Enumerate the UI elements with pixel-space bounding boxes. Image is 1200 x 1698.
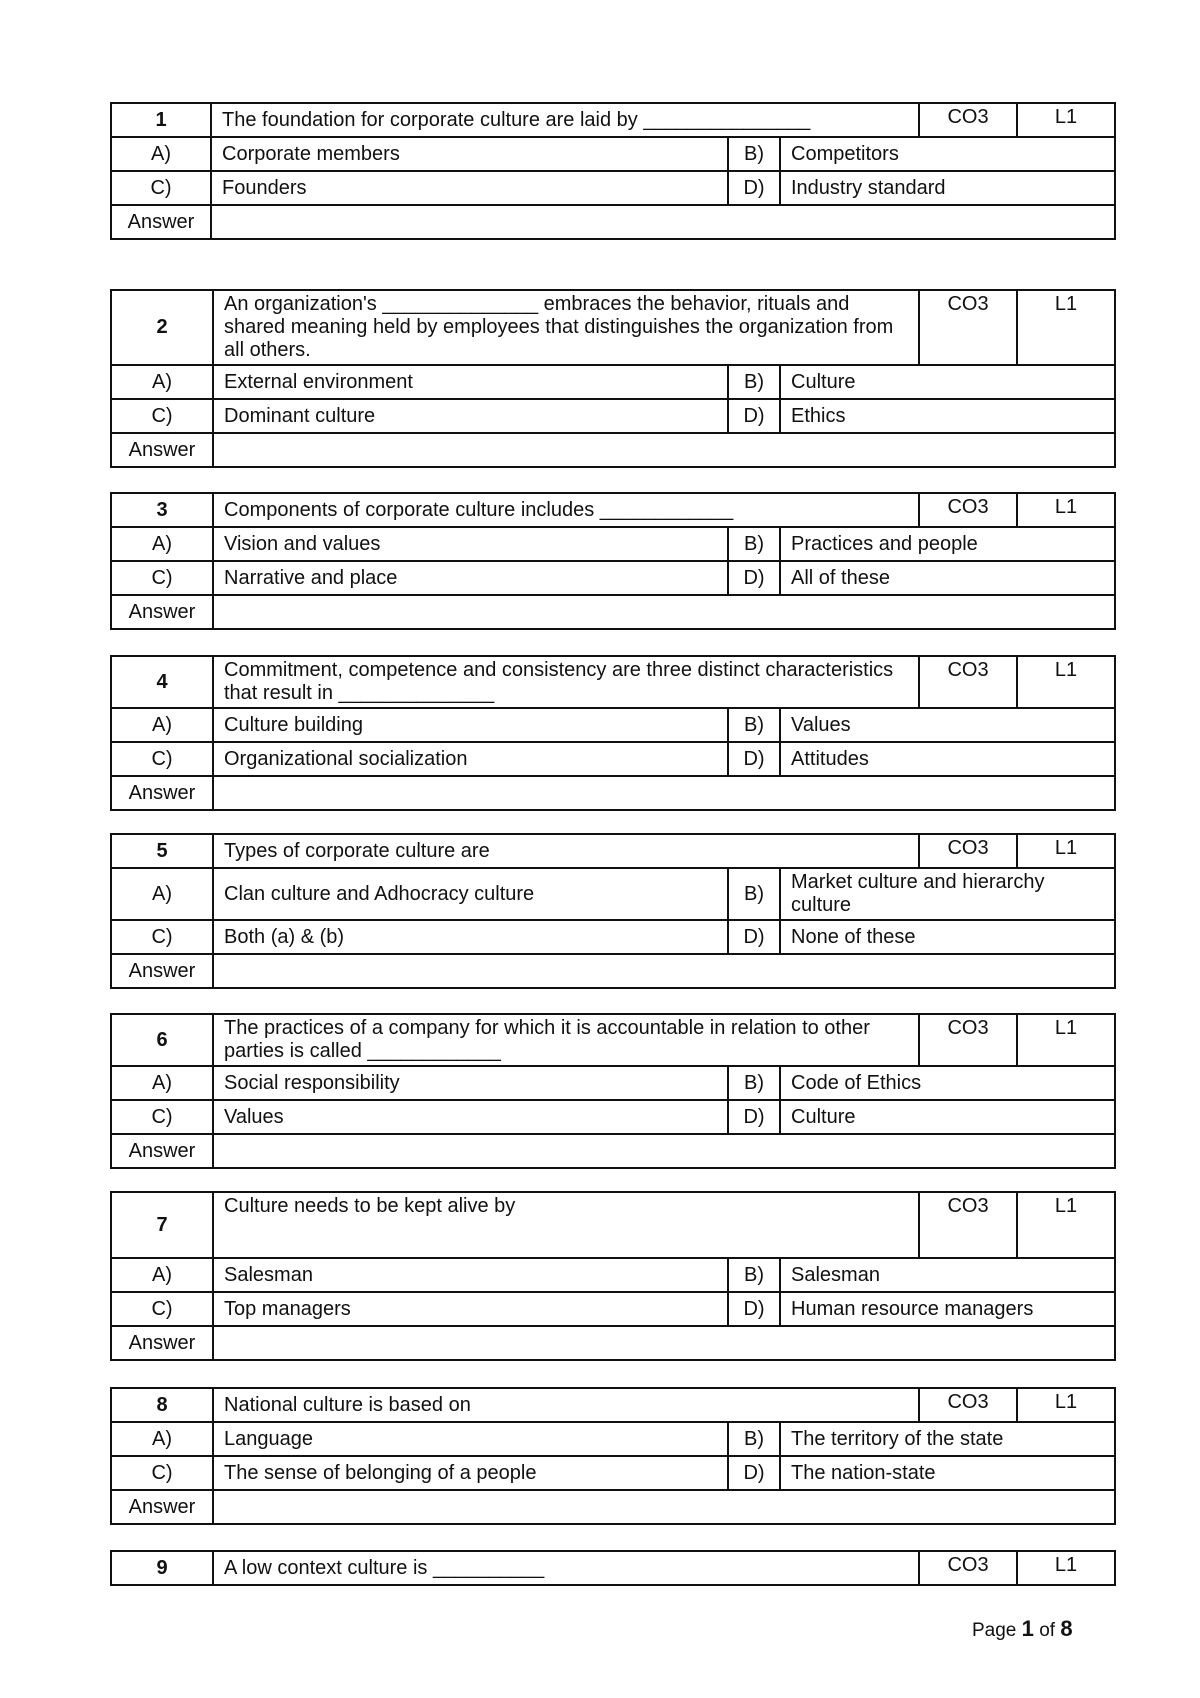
option-d-label: D) bbox=[728, 1292, 780, 1326]
question-stem: The foundation for corporate culture are laid by _______________ bbox=[211, 103, 919, 137]
question-stem: Commitment, competence and consistency are three distinct characteristics that result in ______________ bbox=[213, 656, 919, 708]
option-c: Dominant culture bbox=[213, 399, 728, 433]
question-stem: Culture needs to be kept alive by bbox=[213, 1192, 919, 1258]
question-number: 8 bbox=[111, 1388, 213, 1422]
option-b-label: B) bbox=[728, 365, 780, 399]
option-c-label: C) bbox=[111, 920, 213, 954]
course-outcome: CO3 bbox=[919, 1551, 1017, 1585]
question-4-table bbox=[110, 655, 1116, 811]
page-footer bbox=[972, 1616, 1073, 1642]
course-outcome: CO3 bbox=[919, 1388, 1017, 1422]
option-a-label: A) bbox=[111, 708, 213, 742]
option-b: Market culture and hierarchy culture bbox=[780, 868, 1115, 920]
question-9-table bbox=[110, 1550, 1116, 1586]
question-number: 5 bbox=[111, 834, 213, 868]
page-word: Page bbox=[972, 1620, 1017, 1641]
answer-field[interactable] bbox=[213, 595, 1115, 629]
option-c: The sense of belonging of a people bbox=[213, 1456, 728, 1490]
answer-field[interactable] bbox=[213, 954, 1115, 988]
option-c: Narrative and place bbox=[213, 561, 728, 595]
answer-label: Answer bbox=[111, 1490, 213, 1524]
option-a-label: A) bbox=[111, 1422, 213, 1456]
page-current: 1 bbox=[1021, 1616, 1034, 1641]
option-d: Ethics bbox=[780, 399, 1115, 433]
question-7-table bbox=[110, 1191, 1116, 1361]
answer-field[interactable] bbox=[213, 1134, 1115, 1168]
option-d-label: D) bbox=[728, 920, 780, 954]
question-number: 4 bbox=[111, 656, 213, 708]
level: L1 bbox=[1017, 1192, 1115, 1258]
option-c: Both (a) & (b) bbox=[213, 920, 728, 954]
question-3-table bbox=[110, 492, 1116, 630]
option-b-label: B) bbox=[728, 1422, 780, 1456]
option-b: Practices and people bbox=[780, 527, 1115, 561]
option-d: None of these bbox=[780, 920, 1115, 954]
course-outcome: CO3 bbox=[919, 493, 1017, 527]
question-number: 9 bbox=[111, 1551, 213, 1585]
question-1-table bbox=[110, 102, 1116, 240]
level: L1 bbox=[1017, 103, 1115, 137]
answer-field[interactable] bbox=[213, 776, 1115, 810]
level: L1 bbox=[1017, 834, 1115, 868]
option-d-label: D) bbox=[728, 1456, 780, 1490]
option-a-label: A) bbox=[111, 365, 213, 399]
answer-label: Answer bbox=[111, 205, 211, 239]
answer-label: Answer bbox=[111, 954, 213, 988]
option-c-label: C) bbox=[111, 399, 213, 433]
course-outcome: CO3 bbox=[919, 290, 1017, 365]
question-2-table bbox=[110, 289, 1116, 468]
question-stem: The practices of a company for which it is accountable in relation to other parties is called ____________ bbox=[213, 1014, 919, 1066]
question-6-table bbox=[110, 1013, 1116, 1169]
answer-field[interactable] bbox=[213, 1326, 1115, 1360]
course-outcome: CO3 bbox=[919, 1014, 1017, 1066]
question-number: 1 bbox=[111, 103, 211, 137]
question-stem: National culture is based on bbox=[213, 1388, 919, 1422]
option-d-label: D) bbox=[728, 399, 780, 433]
option-a-label: A) bbox=[111, 527, 213, 561]
option-a: Salesman bbox=[213, 1258, 728, 1292]
option-d-label: D) bbox=[728, 561, 780, 595]
option-a-label: A) bbox=[111, 868, 213, 920]
course-outcome: CO3 bbox=[919, 834, 1017, 868]
level: L1 bbox=[1017, 290, 1115, 365]
option-d: Industry standard bbox=[780, 171, 1115, 205]
option-b-label: B) bbox=[728, 527, 780, 561]
option-a: Vision and values bbox=[213, 527, 728, 561]
option-b-label: B) bbox=[728, 1258, 780, 1292]
question-stem: A low context culture is __________ bbox=[213, 1551, 919, 1585]
option-d: Culture bbox=[780, 1100, 1115, 1134]
option-a-label: A) bbox=[111, 1258, 213, 1292]
question-number: 2 bbox=[111, 290, 213, 365]
level: L1 bbox=[1017, 493, 1115, 527]
level: L1 bbox=[1017, 1551, 1115, 1585]
answer-field[interactable] bbox=[213, 433, 1115, 467]
question-stem: An organization's ______________ embraces the behavior, rituals and shared meaning held by employees that distinguishes the organization from all others. bbox=[213, 290, 919, 365]
option-b: Salesman bbox=[780, 1258, 1115, 1292]
course-outcome: CO3 bbox=[919, 1192, 1017, 1258]
answer-label: Answer bbox=[111, 1134, 213, 1168]
option-d-label: D) bbox=[728, 1100, 780, 1134]
option-c-label: C) bbox=[111, 1100, 213, 1134]
option-c: Organizational socialization bbox=[213, 742, 728, 776]
option-a: Culture building bbox=[213, 708, 728, 742]
option-a: Clan culture and Adhocracy culture bbox=[213, 868, 728, 920]
option-d: Attitudes bbox=[780, 742, 1115, 776]
of-word: of bbox=[1039, 1620, 1056, 1641]
option-b: Code of Ethics bbox=[780, 1066, 1115, 1100]
page-total: 8 bbox=[1060, 1616, 1073, 1641]
answer-field[interactable] bbox=[211, 205, 1115, 239]
option-c-label: C) bbox=[111, 171, 211, 205]
option-d: The nation-state bbox=[780, 1456, 1115, 1490]
option-b: Culture bbox=[780, 365, 1115, 399]
option-a: External environment bbox=[213, 365, 728, 399]
option-a: Language bbox=[213, 1422, 728, 1456]
question-number: 6 bbox=[111, 1014, 213, 1066]
option-c-label: C) bbox=[111, 561, 213, 595]
option-c: Values bbox=[213, 1100, 728, 1134]
course-outcome: CO3 bbox=[919, 656, 1017, 708]
answer-label: Answer bbox=[111, 433, 213, 467]
level: L1 bbox=[1017, 1388, 1115, 1422]
course-outcome: CO3 bbox=[919, 103, 1017, 137]
level: L1 bbox=[1017, 656, 1115, 708]
option-b: Values bbox=[780, 708, 1115, 742]
question-stem: Types of corporate culture are bbox=[213, 834, 919, 868]
option-c: Founders bbox=[211, 171, 728, 205]
option-b-label: B) bbox=[728, 137, 780, 171]
option-a-label: A) bbox=[111, 137, 211, 171]
option-d-label: D) bbox=[728, 171, 780, 205]
option-c-label: C) bbox=[111, 1292, 213, 1326]
option-b-label: B) bbox=[728, 1066, 780, 1100]
option-d-label: D) bbox=[728, 742, 780, 776]
option-b-label: B) bbox=[728, 708, 780, 742]
question-stem: Components of corporate culture includes ____________ bbox=[213, 493, 919, 527]
option-d: All of these bbox=[780, 561, 1115, 595]
option-c-label: C) bbox=[111, 1456, 213, 1490]
option-c: Top managers bbox=[213, 1292, 728, 1326]
option-a: Social responsibility bbox=[213, 1066, 728, 1100]
option-a: Corporate members bbox=[211, 137, 728, 171]
question-number: 3 bbox=[111, 493, 213, 527]
answer-field[interactable] bbox=[213, 1490, 1115, 1524]
option-b-label: B) bbox=[728, 868, 780, 920]
answer-label: Answer bbox=[111, 1326, 213, 1360]
level: L1 bbox=[1017, 1014, 1115, 1066]
answer-label: Answer bbox=[111, 595, 213, 629]
option-d: Human resource managers bbox=[780, 1292, 1115, 1326]
answer-label: Answer bbox=[111, 776, 213, 810]
option-b: Competitors bbox=[780, 137, 1115, 171]
question-5-table bbox=[110, 833, 1116, 989]
option-a-label: A) bbox=[111, 1066, 213, 1100]
question-8-table bbox=[110, 1387, 1116, 1525]
option-b: The territory of the state bbox=[780, 1422, 1115, 1456]
question-number: 7 bbox=[111, 1192, 213, 1258]
option-c-label: C) bbox=[111, 742, 213, 776]
